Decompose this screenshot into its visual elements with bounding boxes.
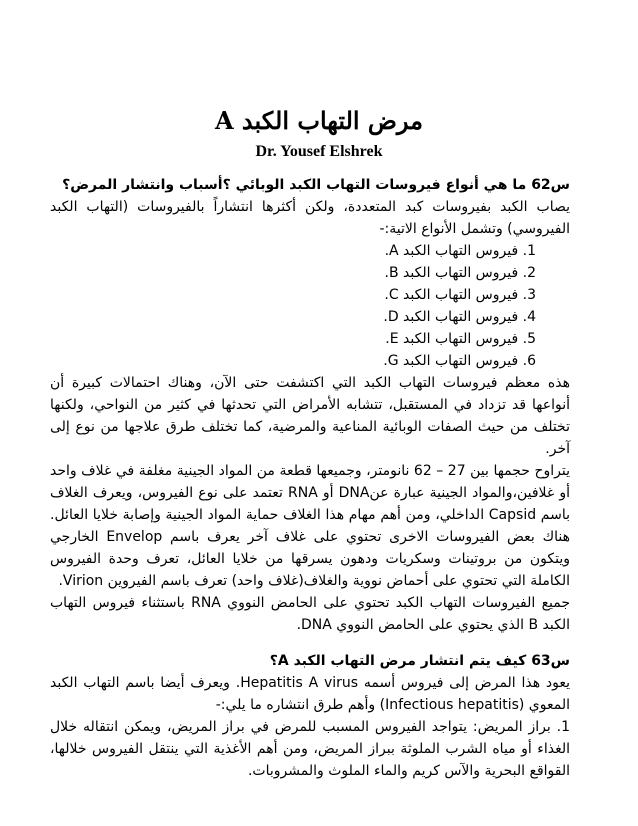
question-63-intro: يعود هذا المرض إلى فيروس أسمه Hepatitis A virus. ويعرف أيضا باسم التهاب الكبد المعوي (Infectious hepatitis) وأهم طرق انتشاره ما يلي:- xyxy=(50,675,571,713)
paragraph-nucleic-acid: جميع الفيروسات التهاب الكبد تحتوي على الحامض النووي RNA باستثناء فيروس التهاب الكبد B الذي يحتوي على الحامض النووي DNA. xyxy=(50,595,570,633)
list-item: 3. فيروس التهاب الكبد C. xyxy=(384,287,536,303)
list-item: 6. فيروس التهاب الكبد G. xyxy=(383,353,536,369)
question-62-intro: يصاب الكبد بفيروسات كبد المتعددة، ولكن أكثرها انتشاراً بالفيروسات (التهاب الكبد الفيروسي) وتشمل الأنواع الاتية:- xyxy=(50,199,570,237)
author-name: Dr. Yousef Elshrek xyxy=(255,143,383,160)
question-62-heading: س62 ما هي أنواع فيروسات التهاب الكبد الوبائي ؟أسباب وانتشار المرض؟ xyxy=(62,177,570,193)
list-item: 1. فيروس التهاب الكبد A. xyxy=(384,243,536,259)
paragraph-virus-structure: يتراوح حجمها بين 27 – 62 نانومتر، وجميعها قطعة من المواد الجينية مغلفة في غلاف واحد أو غلافين،والمواد الجينية عبارة عنDNA أو RNA تعتمد على نوع الفيروس، ويعرف الغلاف باسم Capsid الداخلي، ومن أهم مهام هذا الغلاف حماية المواد الجينية وإصابة خلايا العائل. هناك بعض الفيروسات الاخرى تحتوي على غلاف آخر يعرف باسم Envelop الخارجي ويتكون من بروتينات وسكريات ودهون يسرقها من خلايا العائل، تعرف وحدة الفيروس الكاملة التي تحتوي على أحماض نووية والغلاف(غلاف واحد) تعرف باسم الفيروين Virion. xyxy=(50,463,571,589)
document-body xyxy=(50,170,570,782)
paragraph-discovered-viruses: هذه معظم فيروسات التهاب الكبد التي اكتشفت حتى الآن، وهناك احتمالات كبيرة أن أنواعها قد تزداد في المستقبل، تتشابه الأمراض التي تحدثها في كثير من النواحي، ولكنها تختلف من حيث الصفات الوبائية المناعية والمرضية، كما تختلف طرق علاجها من نوع إلى آخر. xyxy=(50,375,570,457)
list-item: 2. فيروس التهاب الكبد B. xyxy=(384,265,536,281)
page-title: مرض التهاب الكبد A xyxy=(214,106,424,135)
transmission-item-1: 1. براز المريض: يتواجد الفيروس المسبب للمرض في براز المريض، ويمكن انتقاله خلال الغذاء أو مياه الشرب الملوثة ببراز المريض، ومن أهم الأغذية التي ينتقل الفيروس خلالها، القواقع البحرية والآس كريم والماء الملوث والمشروبات. xyxy=(50,719,570,779)
question-63-heading: س63 كيف يتم انتشار مرض التهاب الكبد A؟ xyxy=(269,653,570,669)
virus-types-list xyxy=(50,240,570,372)
section-gap xyxy=(50,636,570,646)
list-item: 4. فيروس التهاب الكبد D. xyxy=(383,309,536,325)
list-item: 5. فيروس التهاب الكبد E. xyxy=(385,331,536,347)
